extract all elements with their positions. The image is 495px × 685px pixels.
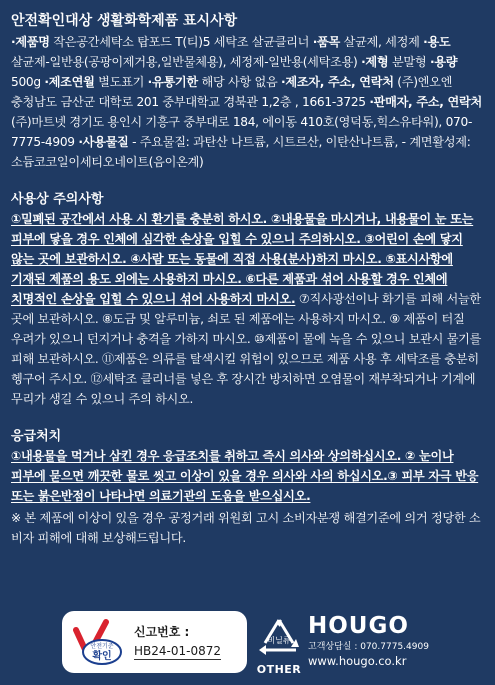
info-label-seller: ·판매자, 주소, 연락처: [369, 95, 482, 109]
cert-logo-top-text: 안전기준: [90, 643, 114, 650]
caution-title: 사용상 주의사항: [11, 192, 104, 207]
cert-logo-bottom-text: 확인: [92, 651, 112, 662]
info-text-name: 작은공간세탁소 탑포드 T(티)5 세탁조 살균클리너: [49, 35, 313, 49]
info-text-capacity: 500g: [11, 75, 45, 89]
first-aid-body: [11, 446, 484, 506]
info-text-item: 살균제, 세정제: [339, 35, 424, 49]
info-text-seller: (주)마트넷 경기도 용인시 기흥구 중부대로 184, 에이동 410호(영덕동,힉스유타워), 070-7775-4909: [11, 115, 473, 149]
info-label-form: ·제형: [361, 55, 389, 69]
info-label-maker: ·제조자, 주소, 연락처: [281, 75, 394, 89]
recycle-icon: [256, 617, 302, 661]
info-label-expiry: ·유통기한: [147, 75, 198, 89]
brand-block: [308, 611, 488, 669]
info-label-date: ·제조연월: [44, 75, 95, 89]
recycle-mark: [256, 617, 302, 679]
info-label-name: ·제품명: [11, 35, 50, 49]
first-aid-underlined: ①내용물을 먹거나 삼킨 경우 응급조치를 취하고 즉시 의사와 상의하십시오. ② 눈이나 피부에 묻으면 깨끗한 물로 씻고 이상이 있을 경우 의사와 사의 하십시오.③ 피부 자극 반응 또는 붉은반점이 나타나면 의료기관의 도움을 받으십시오.: [11, 449, 479, 503]
caution-plain: ⑦직사광선이나 화기를 피해 서늘한 곳에 보관하시오. ⑧도금 및 알루미늄, 쇠로 된 제품에는 사용하지 마시오. ⑨ 제품이 터질 우려가 있으니 던지거나 충격을 가하지 마시오. ⑩제품이 물에 녹을 수 있으니 보관시 물기를 피해 보관하시오. ⑪제품은 의류를 탈색시킬 위험이 있으므로 제품 사용 후 세탁조를 충분히 헹구어 주시오. ⑫세탁조 클리너를 넣은 후 장시간 방치하면 오염물이 재부착되거나 기계에 무리가 생길 수 있으니 주의 하시오.: [11, 292, 482, 406]
info-text-maker: (주)엔오엔 충청남도 금산군 대학로 201 중부대학교 경북관 1,2층 , 1661-3725: [11, 75, 453, 109]
brand-phone: 고객상담실 : 070.7775.4909: [308, 642, 429, 652]
compensation-note: ※ 본 제품에 이상이 있을 경우 공정거래 위원회 고시 소비자분쟁 해결기준에 의거 정당한 소비자 피해에 대해 보상해드립니다.: [11, 511, 481, 545]
info-label-capacity: ·용량: [429, 55, 458, 69]
info-text-date: 별도표기: [94, 75, 148, 89]
info-text-use: 살균제-일반용(공팡이제거용,일반물체용), 세정제-일반용(세탁조용): [11, 55, 362, 69]
caution-body: [11, 209, 484, 409]
brand-site: www.hougo.co.kr: [308, 654, 407, 668]
label-title: 안전확인대상 생활화학제품 표시사항: [11, 13, 238, 29]
cert-number: HB24-01-0872: [134, 643, 221, 658]
info-text-expiry: 해당 사항 없음: [197, 75, 282, 89]
caution-underlined: ①밀폐된 공간에서 사용 시 환기를 충분히 하시오. ②내용물을 마시거나, 내용물이 눈 또는 피부에 닿을 경우 인체에 심각한 손상을 입힐 수 있으니 주의하시오. ③어린이 손에 닿지 않는 곳에 보관하시오. ④사람 또는 동물에 직접 사용(분사)하지 마시오. ⑤표시사항에 기재된 제품의 용도 외에는 사용하지 마시오. ⑥다른 제품과 섞어 사용할 경우 인체에 치명적인 손상을 입힐 수 있으니 섞어 사용하지 마시오.: [11, 212, 474, 306]
info-text-form: 분말형: [388, 55, 430, 69]
cert-label: 신고번호 :: [134, 624, 190, 639]
info-label-substances: ·사용물질: [78, 135, 129, 149]
footer: [0, 603, 495, 685]
safety-cert-badge: [62, 611, 247, 673]
recycle-word: OTHER: [256, 663, 302, 676]
safety-check-icon: [72, 616, 124, 668]
recycle-top-text: 비닐류: [267, 636, 291, 645]
info-label-use: ·용도: [423, 35, 451, 49]
brand-name: HOUGO: [308, 613, 409, 639]
info-text-substances: - 주요물질: 과탄산 나트륨, 시트르산, 이탄산나트륨, - 계면활성제: 소듐코코일이세티오네이트(음이온계): [11, 135, 471, 169]
product-info: [11, 32, 484, 172]
info-label-item: ·품목: [312, 35, 340, 49]
first-aid-title: 응급처치: [11, 429, 62, 444]
